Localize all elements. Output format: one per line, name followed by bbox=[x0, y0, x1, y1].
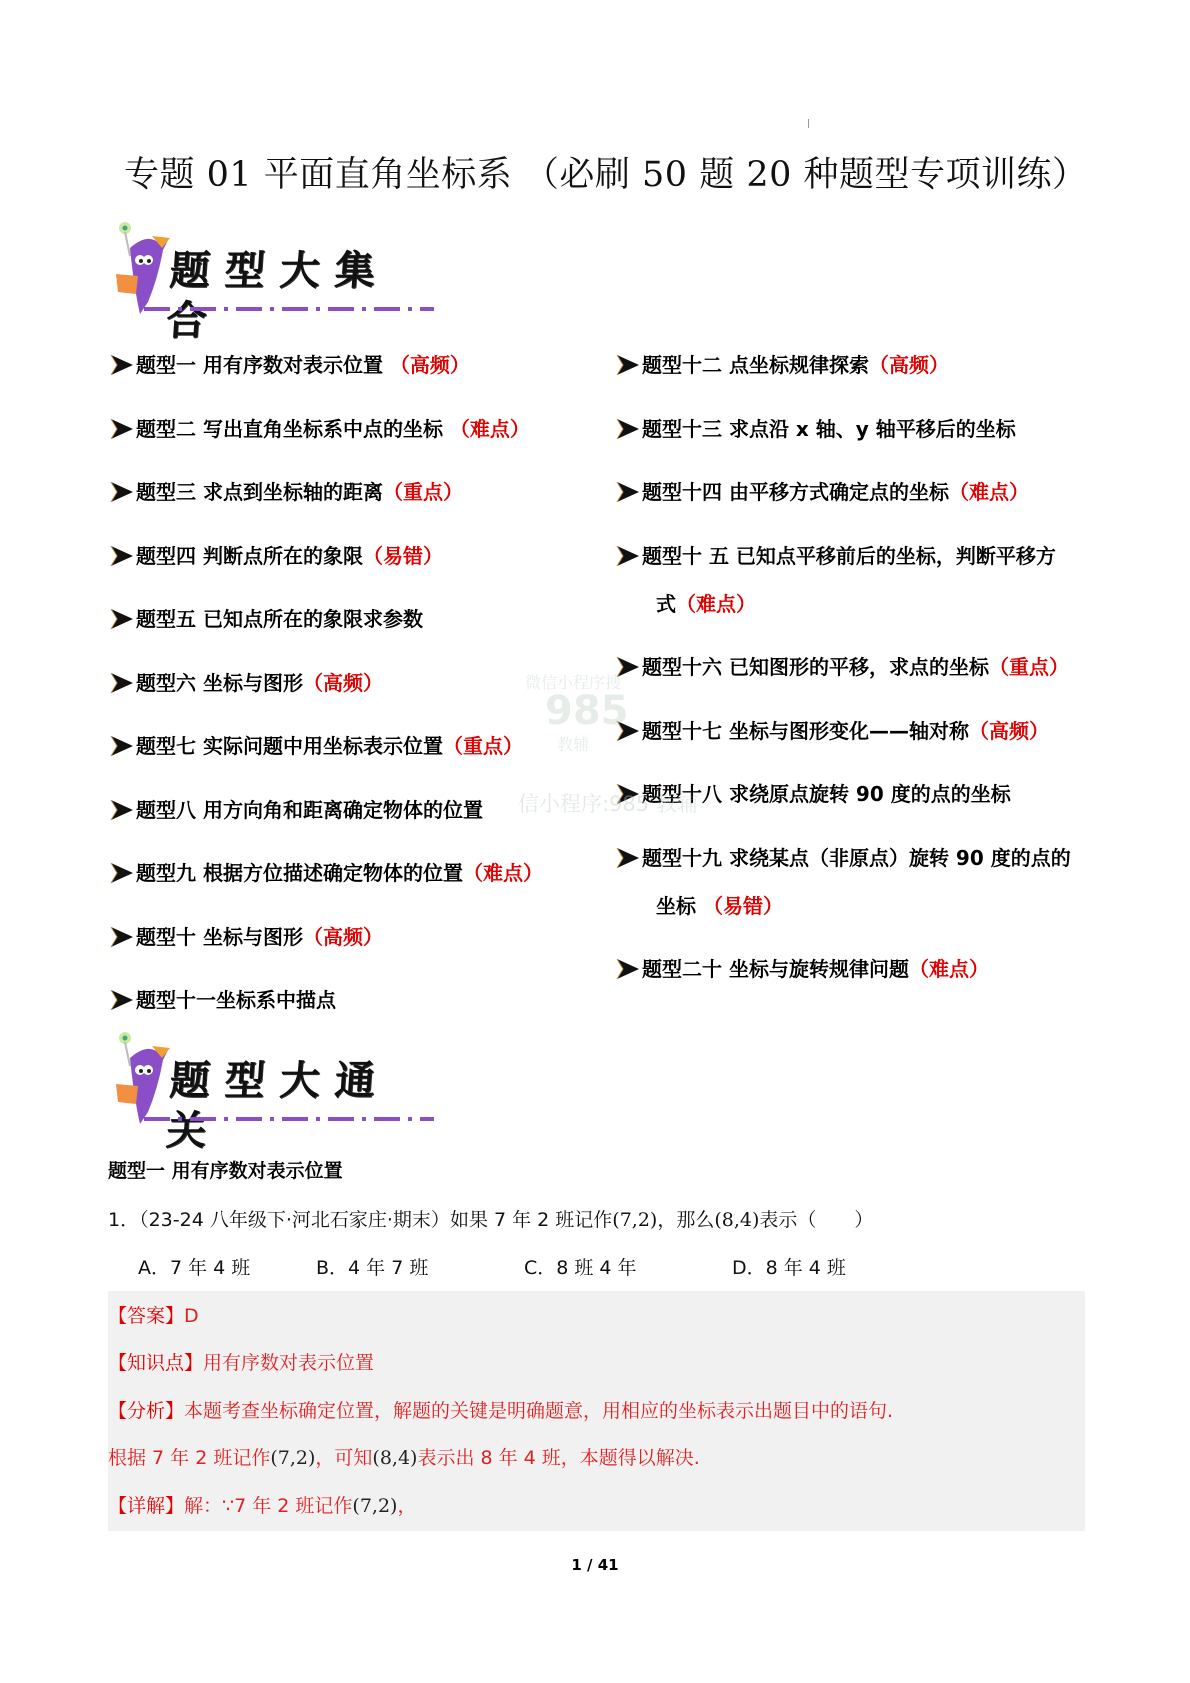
dash-divider bbox=[144, 1116, 434, 1122]
arrow-bullet-icon bbox=[110, 989, 134, 1011]
banner-collection-text: 题型大集合 bbox=[164, 247, 392, 344]
toc-item-label: 题型十四 由平移方式确定点的坐标 bbox=[642, 480, 949, 504]
toc-item-tag: （高频） bbox=[302, 670, 383, 695]
toc-item-tag: （重点） bbox=[988, 655, 1069, 679]
arrow-bullet-icon bbox=[616, 481, 640, 503]
toc-item-label: 题型十一坐标系中描点 bbox=[136, 988, 336, 1012]
arrow-bullet-icon bbox=[110, 418, 134, 440]
detail-line: 【详解】解：∵7 年 2 班记作(7,2)， bbox=[108, 1495, 417, 1517]
analysis-line: 【分析】本题考查坐标确定位置，解题的关键是明确题意，用相应的坐标表示出题目中的语句. bbox=[108, 1400, 894, 1422]
arrow-bullet-icon bbox=[110, 862, 134, 884]
toc-item[interactable] bbox=[616, 845, 1071, 918]
toc-item[interactable] bbox=[110, 479, 463, 505]
banner-collection bbox=[108, 218, 438, 344]
analysis-line-2: 根据 7 年 2 班记作(7,2)，可知(8,4)表示出 8 年 4 班，本题得以解决. bbox=[108, 1447, 700, 1469]
toc-item[interactable] bbox=[110, 543, 443, 569]
toc-item[interactable] bbox=[110, 606, 423, 632]
arrow-bullet-icon bbox=[110, 545, 134, 567]
toc-item-tag: （难点） bbox=[908, 957, 989, 981]
arrow-bullet-icon bbox=[110, 672, 134, 694]
toc-item-label: 题型六 坐标与图形 bbox=[136, 670, 303, 695]
arrow-bullet-icon bbox=[110, 481, 134, 503]
toc-item-label: 题型四 判断点所在的象限 bbox=[136, 543, 363, 568]
toc-item[interactable] bbox=[110, 924, 383, 950]
knowledge-line: 【知识点】用有序数对表示位置 bbox=[108, 1352, 375, 1374]
toc-item-tag: （高频） bbox=[868, 353, 949, 377]
toc-item-label: 题型十八 求绕原点旋转 90 度的点的坐标 bbox=[642, 782, 1011, 806]
answer-value: D bbox=[184, 1305, 199, 1327]
page-number: 1 / 41 bbox=[571, 1556, 619, 1574]
toc-item-label: 题型八 用方向角和距离确定物体的位置 bbox=[136, 797, 483, 822]
toc-item-tag: （难点） bbox=[442, 416, 530, 441]
banner-pass bbox=[108, 1028, 438, 1154]
toc-item-label: 题型五 已知点所在的象限求参数 bbox=[136, 607, 423, 631]
arrow-bullet-icon bbox=[110, 354, 134, 376]
option-d: D．8 年 4 班 bbox=[732, 1257, 846, 1279]
banner-pass-text: 题型大通关 bbox=[164, 1057, 392, 1154]
toc-item-continuation: 式（难点） bbox=[656, 591, 756, 616]
option-a: A．7 年 4 班 bbox=[138, 1257, 251, 1279]
toc-item[interactable] bbox=[110, 987, 336, 1013]
toc-item-label: 题型二 写出直角坐标系中点的坐标 bbox=[136, 416, 443, 441]
toc-item-label: 题型十 坐标与图形 bbox=[136, 924, 303, 949]
toc-item-label: 题型十二 点坐标规律探索 bbox=[642, 353, 869, 377]
watermark-text: 信小程序:985 教辅 bbox=[518, 792, 698, 816]
toc-item-tag: （高频） bbox=[302, 924, 383, 949]
document-title: 专题 01 平面直角坐标系 （必刷 50 题 20 种题型专项训练） bbox=[124, 155, 1088, 195]
page-mark bbox=[808, 119, 809, 128]
toc-item[interactable] bbox=[616, 479, 1029, 505]
section-heading: 题型一 用有序数对表示位置 bbox=[108, 1160, 343, 1182]
toc-item-label: 题型二十 坐标与旋转规律问题 bbox=[642, 957, 909, 981]
math-expr: (8,4) bbox=[714, 1209, 760, 1231]
toc-item-tag: （难点） bbox=[462, 861, 543, 885]
watermark: 微信小程序搜 985 教辅 bbox=[525, 673, 629, 754]
toc-item-tag: （难点） bbox=[948, 480, 1029, 504]
toc-item-label: 题型十 五 已知点平移前后的坐标，判断平移方 bbox=[642, 543, 1056, 568]
toc-item-tag: （重点） bbox=[442, 734, 523, 758]
toc-item[interactable] bbox=[616, 416, 1016, 442]
question-1: 1．（23-24 八年级下·河北石家庄·期末）如果 7 年 2 班记作(7,2)，那么(8,4)表示（ ） bbox=[108, 1209, 874, 1231]
toc-item-label: 题型十七 坐标与图形变化——轴对称 bbox=[642, 718, 969, 743]
arrow-bullet-icon bbox=[110, 926, 134, 948]
toc-item[interactable] bbox=[110, 352, 470, 378]
toc-item[interactable] bbox=[110, 416, 530, 442]
arrow-bullet-icon bbox=[110, 608, 134, 630]
arrow-bullet-icon bbox=[616, 418, 640, 440]
toc-item[interactable] bbox=[616, 543, 1056, 616]
toc-item-label: 题型十九 求绕某点（非原点）旋转 90 度的点的 bbox=[642, 845, 1071, 870]
toc-item[interactable] bbox=[616, 956, 989, 982]
question-number: 1． bbox=[108, 1209, 140, 1231]
arrow-bullet-icon bbox=[110, 799, 134, 821]
toc-item[interactable] bbox=[616, 352, 949, 378]
arrow-bullet-icon bbox=[110, 735, 134, 757]
toc-item[interactable] bbox=[110, 860, 543, 886]
toc-item-label: 题型十三 求点沿 x 轴、y 轴平移后的坐标 bbox=[642, 416, 1016, 441]
arrow-bullet-icon bbox=[616, 847, 640, 869]
toc-item-label: 题型九 根据方位描述确定物体的位置 bbox=[136, 861, 463, 885]
toc-item-label: 题型三 求点到坐标轴的距离 bbox=[136, 480, 383, 504]
toc-item-tag: （重点） bbox=[382, 480, 463, 504]
toc-item-continuation: 坐标 （易错） bbox=[656, 893, 783, 918]
solution-box bbox=[108, 1291, 1085, 1531]
option-c: C．8 班 4 年 bbox=[524, 1257, 637, 1279]
toc-item-tag: （高频） bbox=[382, 353, 470, 377]
arrow-bullet-icon bbox=[616, 545, 640, 567]
answer-line: 【答案】D bbox=[108, 1305, 199, 1327]
toc-item-tag: （易错） bbox=[362, 543, 443, 568]
toc-item[interactable] bbox=[110, 733, 523, 759]
toc-item-tag: （高频） bbox=[968, 718, 1049, 743]
math-expr: (7,2) bbox=[612, 1209, 658, 1231]
toc-item-label: 题型一 用有序数对表示位置 bbox=[136, 353, 383, 377]
toc-item[interactable] bbox=[110, 797, 483, 823]
toc-item-label: 题型十六 已知图形的平移，求点的坐标 bbox=[642, 655, 989, 679]
dash-divider bbox=[144, 306, 434, 312]
option-b: B．4 年 7 班 bbox=[316, 1257, 429, 1279]
arrow-bullet-icon bbox=[616, 958, 640, 980]
question-source: （23-24 八年级下·河北石家庄·期末） bbox=[139, 1209, 450, 1231]
toc-item-label: 题型七 实际问题中用坐标表示位置 bbox=[136, 734, 443, 758]
arrow-bullet-icon bbox=[616, 354, 640, 376]
toc-item[interactable] bbox=[110, 670, 383, 696]
